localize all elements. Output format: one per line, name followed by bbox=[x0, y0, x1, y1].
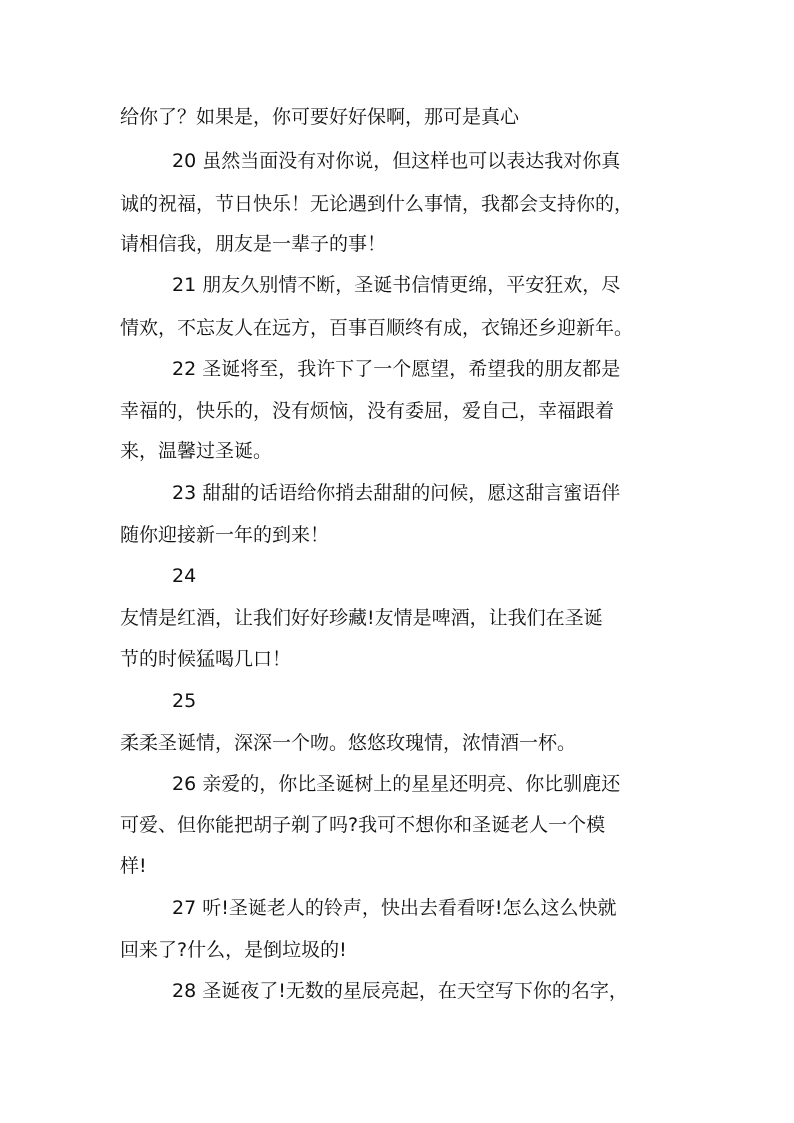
text-line: 节的时候猛喝几口！ bbox=[120, 648, 292, 670]
text-line: 23 甜甜的话语给你捎去甜甜的问候，愿这甜言蜜语伴 bbox=[172, 482, 621, 504]
text-line: 27 听!圣诞老人的铃声，快出去看看呀!怎么这么快就 bbox=[172, 897, 617, 919]
text-line: 28 圣诞夜了!无数的星辰亮起，在天空写下你的名字， bbox=[172, 980, 628, 1002]
text-line: 22 圣诞将至，我许下了一个愿望，希望我的朋友都是 bbox=[172, 358, 621, 380]
text-line: 来，温馨过圣诞。 bbox=[120, 440, 273, 462]
text-line: 请相信我，朋友是一辈子的事！ bbox=[120, 233, 387, 255]
text-line: 样! bbox=[120, 855, 147, 877]
text-line: 20 虽然当面没有对你说，但这样也可以表达我对你真 bbox=[172, 150, 621, 172]
text-line: 21 朋友久别情不断，圣诞书信情更绵，平安狂欢，尽 bbox=[172, 274, 621, 296]
text-line: 回来了?什么，是倒垃圾的! bbox=[120, 939, 347, 961]
text-line: 诚的祝福，节日快乐！无论遇到什么事情，我都会支持你的， bbox=[120, 193, 634, 215]
text-line: 25 bbox=[172, 690, 197, 712]
text-line: 幸福的，快乐的，没有烦恼，没有委屈，爱自己，幸福跟着 bbox=[120, 400, 615, 422]
text-line: 24 bbox=[172, 565, 197, 587]
text-line: 友情是红酒，让我们好好珍藏!友情是啤酒，让我们在圣诞 bbox=[120, 607, 603, 629]
text-line: 柔柔圣诞情，深深一个吻。悠悠玫瑰情，浓情酒一杯。 bbox=[120, 732, 577, 754]
text-line: 给你了？如果是，你可要好好保啊，那可是真心 bbox=[120, 106, 520, 128]
text-line: 26 亲爱的，你比圣诞树上的星星还明亮、你比驯鹿还 bbox=[172, 773, 621, 795]
text-line: 可爱、但你能把胡子剃了吗?我可不想你和圣诞老人一个模 bbox=[120, 814, 606, 836]
text-line: 随你迎接新一年的到来！ bbox=[120, 524, 330, 546]
text-line: 情欢，不忘友人在远方，百事百顺终有成，衣锦还乡迎新年。 bbox=[120, 317, 634, 339]
